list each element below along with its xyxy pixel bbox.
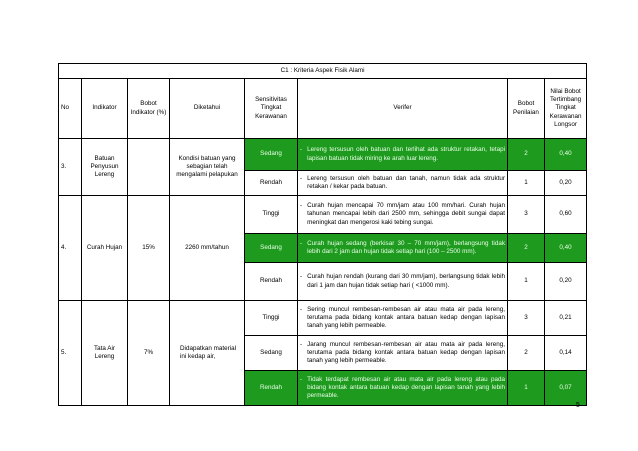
- sensitivity-cell: Tinggi: [245, 196, 298, 234]
- bobot-penilaian-cell: 3: [508, 196, 545, 234]
- sensitivity-cell: Tinggi: [245, 301, 298, 336]
- nilai-bobot-cell: 0,21: [545, 301, 587, 336]
- verifer-cell: [298, 336, 508, 371]
- nilai-bobot-cell: 0,40: [545, 234, 587, 263]
- verifer-text: Lereng tersusun oleh batuan dan tanah, namun tidak ada struktur retakan / kekar pada batuan.: [307, 174, 505, 190]
- header-bobot-indikator: Bobot Indikator (%): [128, 79, 170, 139]
- sensitivity-cell: Sedang: [245, 139, 298, 171]
- table-row: [59, 139, 587, 171]
- nilai-bobot-cell: 0,14: [545, 336, 587, 371]
- sensitivity-cell: Rendah: [245, 263, 298, 301]
- nilai-bobot-cell: 0,60: [545, 196, 587, 234]
- verifer-cell: [298, 196, 508, 234]
- indikator-cell: Curah Hujan: [82, 196, 128, 301]
- verifer-cell: [298, 171, 508, 196]
- header-row: [59, 79, 587, 139]
- page-number: 5: [576, 402, 580, 409]
- sensitivity-cell: Rendah: [245, 371, 298, 406]
- indikator-cell: Batuan Penyusun Lereng: [82, 139, 128, 196]
- header-no: No: [59, 79, 82, 139]
- bullet-dash: -: [300, 375, 303, 383]
- bobot-penilaian-cell: 1: [508, 371, 545, 406]
- bullet-dash: -: [300, 146, 303, 154]
- table-title: C1 : Kriteria Aspek Fisik Alami: [59, 64, 587, 79]
- verifer-cell: [298, 301, 508, 336]
- bobot-penilaian-cell: 2: [508, 234, 545, 263]
- nilai-bobot-cell: 0,20: [545, 263, 587, 301]
- bobot-penilaian-cell: 1: [508, 263, 545, 301]
- row-number: 5.: [59, 301, 82, 406]
- verifer-cell: [298, 263, 508, 301]
- diketahui-cell: Didapatkan material ini kedap air,: [170, 301, 245, 406]
- diketahui-cell: 2260 mm/tahun: [170, 196, 245, 301]
- bobot-penilaian-cell: 3: [508, 301, 545, 336]
- nilai-bobot-cell: 0,40: [545, 139, 587, 171]
- table-row: [59, 196, 587, 234]
- sensitivity-cell: Sedang: [245, 336, 298, 371]
- bullet-dash: -: [300, 239, 303, 247]
- verifer-text: Curah hujan mencapai 70 mm/jam atau 100 mm/hari. Curah hujan tahunan mencapai lebih dari 2500 mm, sehingga debit sungai dapat meningkat dan mengerosi kaki tebing sungai.: [307, 202, 505, 226]
- verifer-text: Curah hujan sedang (berkisar 30 – 70 mm/jam), berlangsung tidak lebih dari 2 jam dan hujan tidak setiap hari (100 – 2500 mm).: [307, 239, 505, 255]
- sensitivity-cell: Sedang: [245, 234, 298, 263]
- bobot-indikator-cell: [128, 139, 170, 196]
- bobot-penilaian-cell: 2: [508, 139, 545, 171]
- row-number: 4.: [59, 196, 82, 301]
- verifer-text: Curah hujan rendah (kurang dari 30 mm/jam), berlangsung tidak lebih dari 1 jam dan hujan tidak setiap hari ( <1000 mm).: [307, 273, 505, 289]
- nilai-bobot-cell: 0,07: [545, 371, 587, 406]
- header-diketahui: Diketahui: [170, 79, 245, 139]
- bullet-dash: -: [300, 340, 303, 348]
- verifer-cell: [298, 234, 508, 263]
- nilai-bobot-cell: 0,20: [545, 171, 587, 196]
- header-sensitivitas: Sensitivitas Tingkat Kerawanan: [245, 79, 298, 139]
- diketahui-cell: Kondisi batuan yang sebagian telah mengalami pelapukan: [170, 139, 245, 196]
- bullet-dash: -: [300, 305, 303, 313]
- table-row: [59, 301, 587, 336]
- verifer-cell: [298, 371, 508, 406]
- header-bobot-penilaian: Bobot Penilaian: [508, 79, 545, 139]
- verifer-text: Jarang muncul rembesan-rembesan air atau mata air pada lereng, terutama pada bidang kontak antara batuan kedap dengan lapisan tanah yang lebih permeable.: [307, 340, 505, 365]
- header-indikator: Indikator: [82, 79, 128, 139]
- bullet-dash: -: [300, 273, 303, 281]
- verifer-text: Sering muncul rembesan-rembesan air atau mata air pada lereng, terutama pada bidang kontak antara batuan kedap dengan lapisan tanah yang lebih permeable.: [307, 305, 505, 330]
- verifer-text: Lereng tersusun oleh batuan dan terlihat ada struktur retakan, tetapi lapisan batuan tidak miring ke arah luar lereng.: [307, 146, 505, 162]
- bullet-dash: -: [300, 202, 303, 210]
- bullet-dash: -: [300, 174, 303, 182]
- row-number: 3.: [59, 139, 82, 196]
- indikator-cell: Tata Air Lereng: [82, 301, 128, 406]
- header-verifer: Verifer: [298, 79, 508, 139]
- bobot-penilaian-cell: 2: [508, 336, 545, 371]
- bobot-penilaian-cell: 1: [508, 171, 545, 196]
- criteria-table: [58, 63, 587, 406]
- verifer-cell: [298, 139, 508, 171]
- verifer-text: Tidak terdapat rembesan air atau mata air pada lereng atau pada bidang kontak antara batuan kedap dengan lapisan tanah yang lebih permeable.: [307, 375, 505, 400]
- sensitivity-cell: Rendah: [245, 171, 298, 196]
- bobot-indikator-cell: 15%: [128, 196, 170, 301]
- header-nilai-bobot: Nilai Bobot Tertimbang Tingkat Kerawanan Longsor: [545, 79, 587, 139]
- bobot-indikator-cell: 7%: [128, 301, 170, 406]
